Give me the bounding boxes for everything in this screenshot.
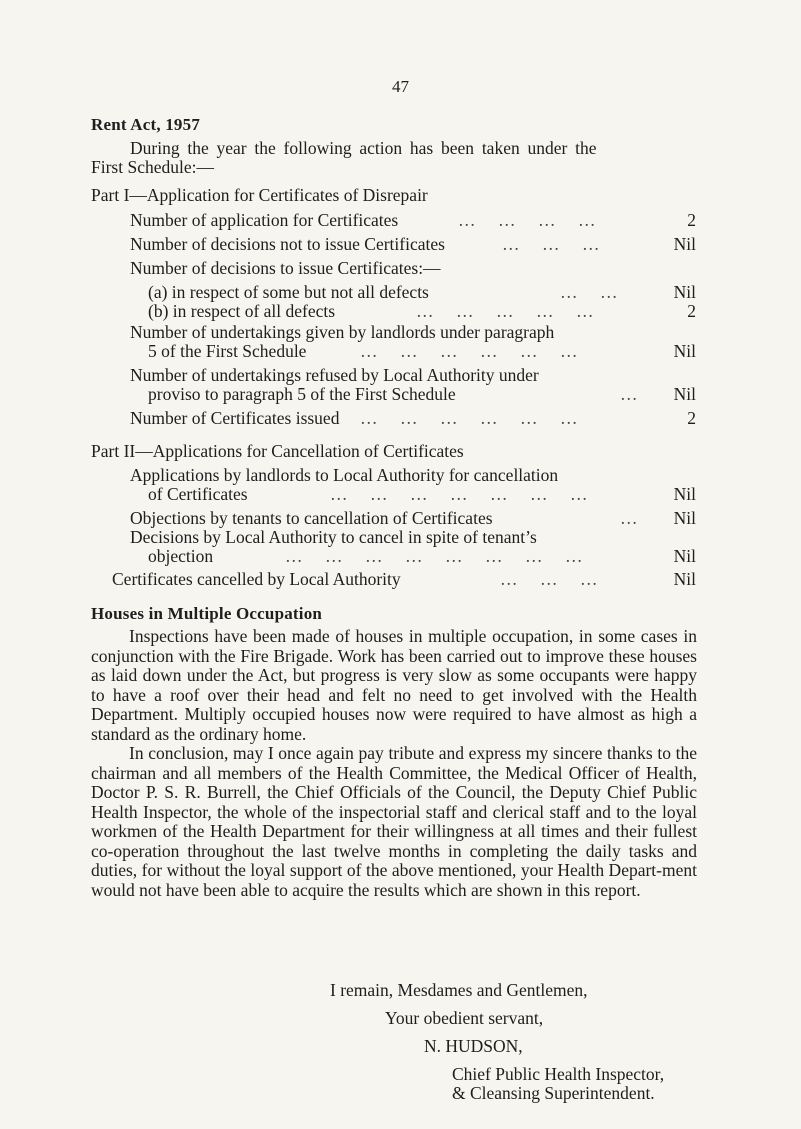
part1-title: Part I—Application for Certificates of Disrepair <box>91 185 428 205</box>
paragraph-text: Inspections have been made of houses in multiple occupation, in some cases in conjunction with the Fire Brigade. Work has been carried out to improve these houses as laid down under the Act, but progress is very slow as some occupants were happy to have a roof over their head and felt no need to get involved with the Health Department. Multiply occupied houses now were required to have almost as high a standard as the ordinary home. <box>91 626 697 744</box>
part1-row <box>0 323 801 343</box>
row-label: Number of Certificates issued <box>130 408 340 428</box>
part1-row <box>0 366 801 386</box>
row-label: (b) in respect of all defects <box>148 301 336 321</box>
part1-row <box>0 259 801 279</box>
row-value: Nil <box>673 569 696 589</box>
part2-row <box>0 509 801 529</box>
part1-row <box>0 342 801 362</box>
part2-title: Part II—Applications for Cancellation of Certificates <box>91 441 464 461</box>
signature-title-1: Chief Public Health Inspector, <box>452 1064 665 1084</box>
row-label: (a) in respect of some but not all defects <box>148 282 429 302</box>
part2-row <box>0 485 801 505</box>
row-label: Decisions by Local Authority to cancel in spite of tenant’s <box>130 527 537 547</box>
intro-line-2: First Schedule:— <box>91 157 214 177</box>
leader-dots: … … … … … … … <box>330 484 589 504</box>
row-label: Number of application for Certificates <box>130 210 399 230</box>
row-value: Nil <box>673 282 696 302</box>
row-label: proviso to paragraph 5 of the First Schedule <box>148 384 456 404</box>
leader-dots: … … … … … … <box>360 341 579 361</box>
row-value: Nil <box>673 234 696 254</box>
part2-row <box>0 570 801 590</box>
row-label: of Certificates <box>148 484 248 504</box>
leader-dots: … … … … … … … … <box>285 546 584 566</box>
row-value: Nil <box>673 341 696 361</box>
part1-row <box>0 385 801 405</box>
row-label: Number of decisions not to issue Certificates <box>130 234 445 254</box>
leader-dots: … … … … … … <box>360 408 579 428</box>
intro-line-1: During the year the following action has been taken under the <box>130 138 597 158</box>
leader-dots: … <box>620 508 639 528</box>
signature-servant: Your obedient servant, <box>385 1008 544 1028</box>
paragraph-text: In conclusion, may I once again pay tribute and express my sincere thanks to the chairman and all members of the Health Committee, the Medical Officer of Health, Doctor P. S. R. Burrell, the Chief Officials of the Council, the Deputy Chief Public Health Inspector, the whole of the inspectorial staff and clerical staff and to the loyal workmen of the Health Department for their willingness at all times and their fullest co-operation throughout the last twelve months in completing the daily tasks and duties, for without the loyal support of the above mentioned, your Health Depart-ment would not have been able to acquire the results which are shown in this report. <box>91 743 697 900</box>
row-value: 2 <box>687 408 696 428</box>
part1-row <box>0 302 801 322</box>
row-label: 5 of the First Schedule <box>148 341 307 361</box>
row-label: objection <box>148 546 214 566</box>
leader-dots: … … <box>560 282 619 302</box>
signature-name: N. HUDSON, <box>424 1036 523 1056</box>
rent-act-heading: Rent Act, 1957 <box>91 115 201 134</box>
leader-dots: … <box>620 384 639 404</box>
part2-row <box>0 547 801 567</box>
leader-dots: … … … <box>502 234 601 254</box>
row-label: Number of decisions to issue Certificates:— <box>130 258 441 278</box>
signature-closing: I remain, Mesdames and Gentlemen, <box>330 980 588 1000</box>
leader-dots: … … … … … <box>416 301 595 321</box>
leader-dots: … … … … <box>458 210 597 230</box>
row-value: Nil <box>673 384 696 404</box>
row-value: Nil <box>673 508 696 528</box>
conclusion-paragraph <box>91 744 697 900</box>
part1-row <box>0 409 801 429</box>
row-label: Objections by tenants to cancellation of Certificates <box>130 508 493 528</box>
part2-row <box>0 466 801 486</box>
row-label: Number of undertakings refused by Local Authority under <box>130 365 539 385</box>
part1-row <box>0 211 801 231</box>
row-value: Nil <box>673 546 696 566</box>
row-label: Number of undertakings given by landlords under paragraph <box>130 322 555 342</box>
part1-row <box>0 235 801 255</box>
row-label: Certificates cancelled by Local Authority <box>112 569 401 589</box>
row-value: 2 <box>687 301 696 321</box>
signature-title-2: & Cleansing Superintendent. <box>452 1083 655 1103</box>
row-value: Nil <box>673 484 696 504</box>
multiple-occupation-heading: Houses in Multiple Occupation <box>91 604 323 623</box>
part2-row <box>0 528 801 548</box>
multiple-occupation-paragraph <box>91 627 697 744</box>
row-value: 2 <box>687 210 696 230</box>
part1-row <box>0 283 801 303</box>
row-label: Applications by landlords to Local Authority for cancellation <box>130 465 559 485</box>
leader-dots: … … … <box>500 569 599 589</box>
page-number: 47 <box>392 77 409 96</box>
